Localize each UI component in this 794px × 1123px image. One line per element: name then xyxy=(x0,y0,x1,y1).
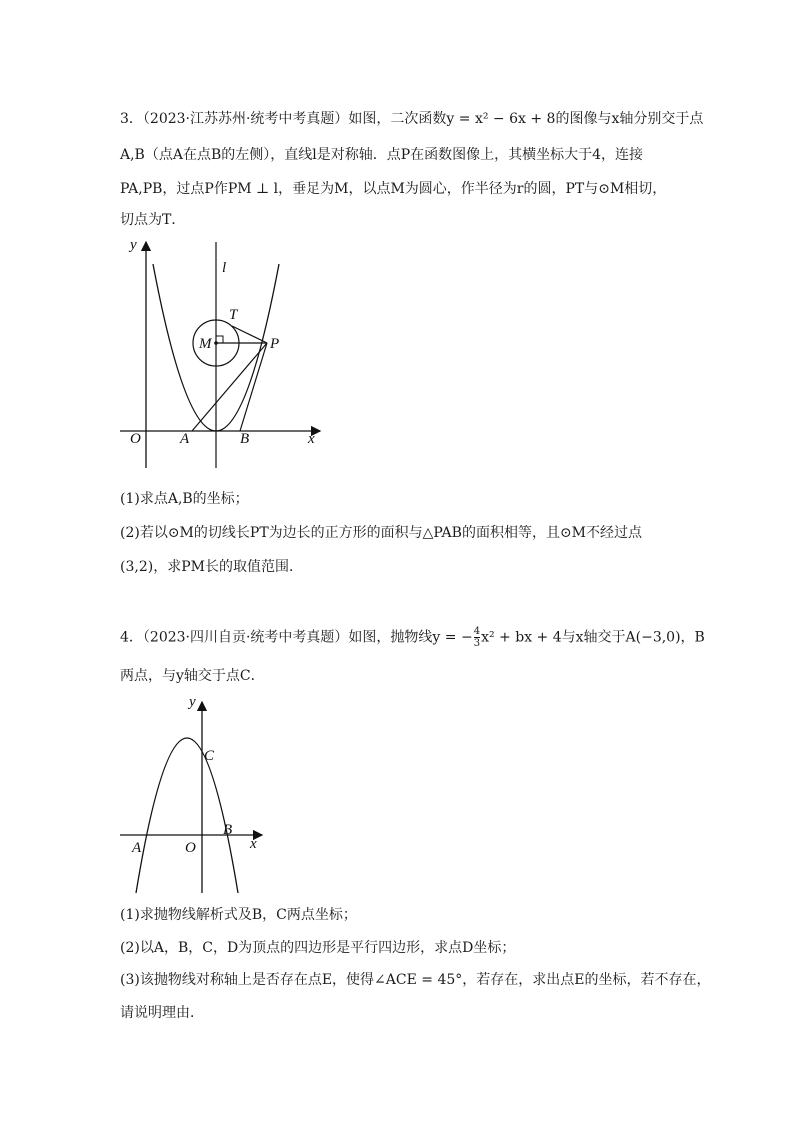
q4-part3: (3)该抛物线对称轴上是否存在点E，使得∠ACE = 45°，若存在，求出点E的坐标，若不存在， xyxy=(120,972,711,988)
q4-parabola xyxy=(136,738,238,893)
q3-stem-line1: 3．（2023·江苏苏州·统考中考真题）如图，二次函数y = x² − 6x + 8的图像与x轴分别交于点 xyxy=(120,111,704,127)
q3-label-b: B xyxy=(240,431,250,447)
q4-stem-line2: 两点，与y轴交于点C． xyxy=(120,668,265,684)
q3-segment-pa xyxy=(192,343,267,431)
q4-frac-den: 3 xyxy=(473,638,481,649)
q3-label-t: T xyxy=(229,307,238,323)
q4-label-b: B xyxy=(223,822,233,838)
q3-label-o: O xyxy=(130,431,141,447)
q3-part1: (1)求点A,B的坐标； xyxy=(120,491,249,507)
q4-figure xyxy=(116,690,271,895)
q3-label-x: x xyxy=(308,431,315,447)
q4-frac-num: 4 xyxy=(473,626,481,637)
q3-figure xyxy=(118,232,333,472)
q3-stem-line3: PA,PB，过点P作PM ⊥ l，垂足为M，以点M为圆心，作半径为r的圆，PT与⊙M相切， xyxy=(120,181,667,197)
q3-label-a: A xyxy=(180,431,190,447)
q3-stem-line4: 切点为T． xyxy=(120,212,186,228)
q4-label-o: O xyxy=(185,840,196,856)
q3-part2-cont: (3,2)，求PM长的取值范围． xyxy=(120,559,303,575)
q4-part2: (2)以A，B，C，D为顶点的四边形是平行四边形，求点D坐标； xyxy=(120,940,516,956)
q4-label-c: C xyxy=(204,748,215,764)
q4-stem-line1-a: 4．（2023·四川自贡·统考中考真题）如图，抛物线y = − xyxy=(120,629,473,646)
q3-label-l: l xyxy=(222,260,227,276)
q4-label-x: x xyxy=(250,836,257,852)
q3-label-y: y xyxy=(130,237,137,253)
q3-stem-line2: A,B（点A在点B的左侧），直线l是对称轴．点P在函数图像上，其横坐标大于4，连接 xyxy=(120,147,644,163)
q3-label-m: M xyxy=(199,336,212,352)
q3-part2: (2)若以⊙M的切线长PT为边长的正方形的面积与△PAB的面积相等，且⊙M不经过点 xyxy=(120,525,643,541)
q4-part3-cont: 请说明理由． xyxy=(120,1005,204,1021)
q4-stem-line1-b: x² + bx + 4与x轴交于A(−3,0)，B xyxy=(481,629,705,646)
q4-fraction xyxy=(474,626,480,649)
q3-segment-pb xyxy=(240,343,267,431)
q4-label-y: y xyxy=(189,694,196,710)
q4-part1: (1)求抛物线解析式及B，C两点坐标； xyxy=(120,907,357,923)
q4-label-a: A xyxy=(132,840,142,856)
q4-stem-line1 xyxy=(120,626,705,649)
q3-label-p: P xyxy=(270,336,280,352)
